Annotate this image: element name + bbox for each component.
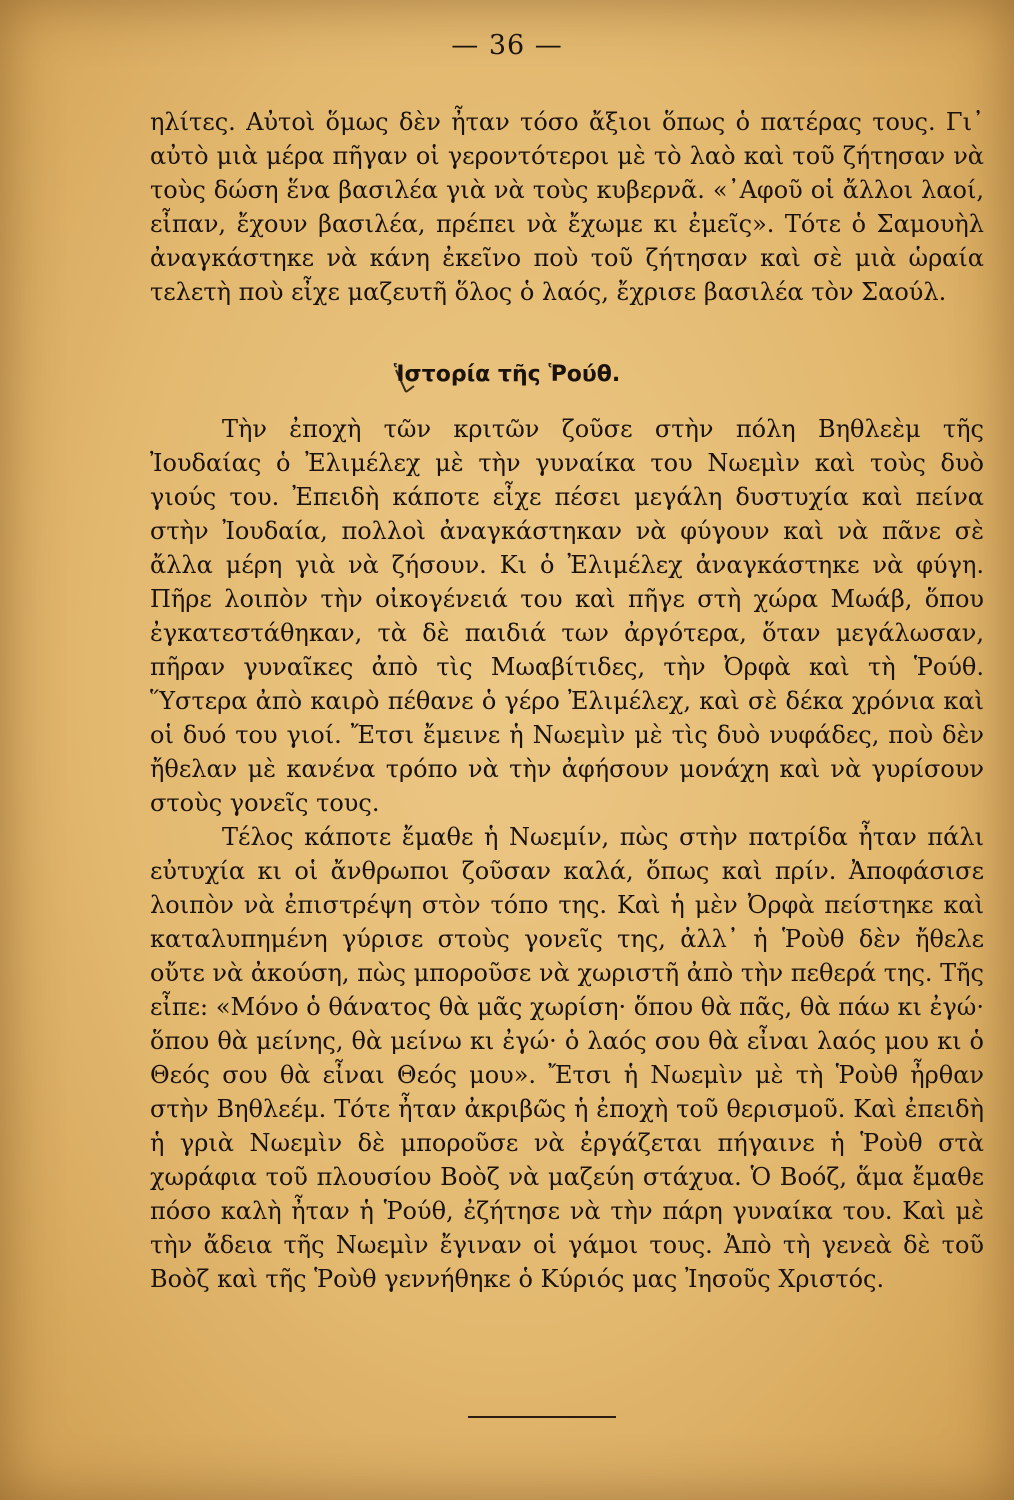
section-heading: Ἱστορία τῆς Ῥούθ. (393, 362, 621, 387)
opening-paragraph-block (150, 105, 984, 309)
paragraph-ruth-return: Τέλος κάποτε ἔμαθε ἡ Νωεμίν, πὼς στὴν πατρίδα ἦταν πάλι εὐτυχία κι οἱ ἄνθρωποι ζοῦσαν καλά, ὅπως καὶ πρίν. Ἀποφάσισε λοιπὸν νὰ ἐπιστρέψη στὸν τόπο της. Καὶ ἡ μὲν Ὀρφὰ πείστηκε καὶ καταλυπημένη γύρισε στοὺς γονεῖς της, ἀλλ᾿ ἡ Ῥοὺθ δὲν ἤθελε οὔτε νὰ ἀκούση, πὼς μποροῦσε νὰ χωριστῆ ἀπὸ τὴν πεθερά της. Τῆς εἶπε: «Μόνο ὁ θάνατος θὰ μᾶς χωρίση· ὅπου θὰ πᾶς, θὰ πάω κι ἐγώ· ὅπου θὰ μείνης, θὰ μείνω κι ἐγώ· ὁ λαός σου θὰ εἶναι λαός μου κι ὁ Θεός σου θὰ εἶναι Θεός μου». Ἔτσι ἡ Νωεμὶν μὲ τὴ Ῥοὺθ ἦρθαν στὴν Βηθλεέμ. Τότε ἦταν ἀκριβῶς ἡ ἐποχὴ τοῦ θερισμοῦ. Καὶ ἐπειδὴ ἡ γριὰ Νωεμὶν δὲ μποροῦσε νὰ ἐργάζεται πήγαινε ἡ Ῥοὺθ στὰ χωράφια τοῦ πλουσίου Βοὸζ νὰ μαζεύη στάχυα. Ὁ Βοόζ, ἅμα ἔμαθε πόσο καλὴ ἦταν ἡ Ῥούθ, ἐζήτησε νὰ τὴν πάρη γυναίκα του. Καὶ μὲ τὴν ἄδεια τῆς Νωεμὶν ἔγιναν οἱ γάμοι τους. Ἀπὸ τὴ γενεὰ δὲ τοῦ Βοὸζ καὶ τῆς Ῥοὺθ γεννήθηκε ὁ Κύριός μας Ἰησοῦς Χριστός. (150, 823, 984, 1293)
paragraph-saul: ηλίτες. Αὐτοὶ ὅμως δὲν ἦταν τόσο ἄξιοι ὅπως ὁ πατέρας τους. Γι᾿ αὐτὸ μιὰ μέρα πῆγαν οἱ γεροντότεροι μὲ τὸ λαὸ καὶ τοῦ ζήτησαν νὰ τοὺς δώση ἕνα βασιλέα γιὰ νὰ τοὺς κυβερνᾶ. «᾿Αφοῦ οἱ ἄλλοι λαοί, εἶπαν, ἔχουν βασιλέα, πρέπει νὰ ἔχωμε κι ἐμεῖς». Τότε ὁ Σαμουὴλ ἀναγκάστηκε νὰ κάνη ἐκεῖνο ποὺ τοῦ ζήτησαν καὶ σὲ μιὰ ὡραία τελετὴ ποὺ εἶχε μαζευτῆ ὅλος ὁ λαός, ἔχρισε βασιλέα τὸν Σαούλ. (150, 108, 984, 306)
ruth-story-block (150, 412, 984, 1296)
end-rule-divider (468, 1416, 616, 1418)
page-number: — 36 — (451, 30, 563, 61)
paragraph-ruth-family: Τὴν ἐποχὴ τῶν κριτῶν ζοῦσε στὴν πόλη Βηθλεὲμ τῆς Ἰουδαίας ὁ Ἐλιμέλεχ μὲ τὴν γυναίκα του Νωεμὶν καὶ τοὺς δυὸ γιούς του. Ἐπειδὴ κάποτε εἶχε πέσει μεγάλη δυστυχία καὶ πείνα στὴν Ἰουδαία, πολλοὶ ἀναγκάστηκαν νὰ φύγουν καὶ νὰ πᾶνε σὲ ἄλλα μέρη γιὰ νὰ ζήσουν. Κι ὁ Ἐλιμέλεχ ἀναγκάστηκε νὰ φύγη. Πῆρε λοιπὸν τὴν οἰκογένειά του καὶ πῆγε στὴ χώρα Μωάβ, ὅπου ἐγκατεστάθηκαν, τὰ δὲ παιδιά των ἀργότερα, ὅταν μεγάλωσαν, πῆραν γυναῖκες ἀπὸ τὶς Μωαβίτιδες, τὴν Ὀρφὰ καὶ τὴ Ῥούθ. Ὕστερα ἀπὸ καιρὸ πέθανε ὁ γέρο Ἐλιμέλεχ, καὶ σὲ δέκα χρόνια καὶ οἱ δυό του γιοί. Ἔτσι ἔμεινε ἡ Νωεμὶν μὲ τὶς δυὸ νυφάδες, ποὺ δὲν ἤθελαν μὲ κανένα τρόπο νὰ τὴν ἀφήσουν μονάχη καὶ νὰ γυρίσουν στοὺς γονεῖς τους. (150, 415, 984, 817)
